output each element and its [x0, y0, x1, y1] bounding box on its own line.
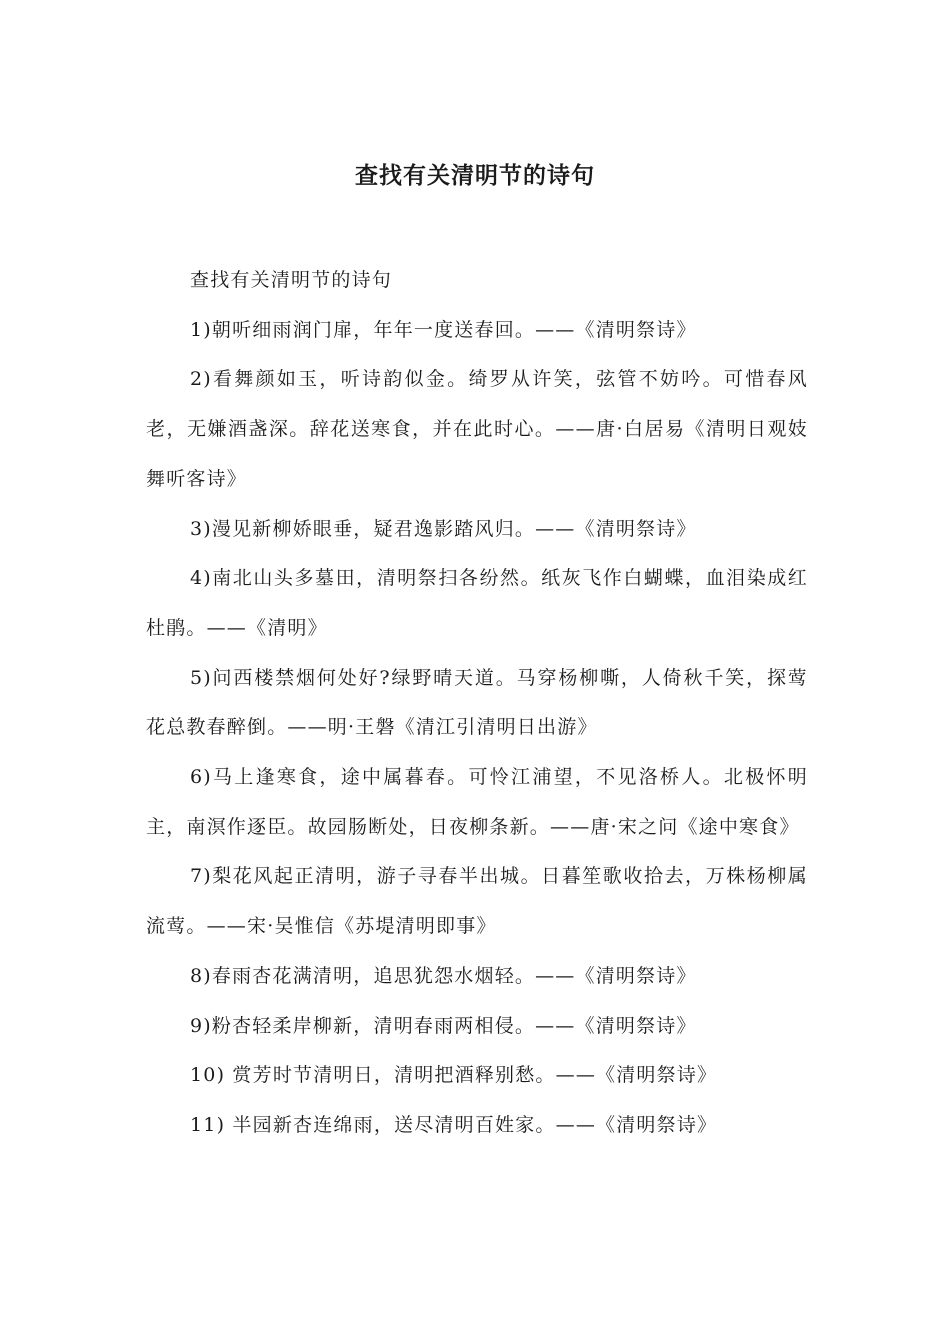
paragraph-heading: 查找有关清明节的诗句 [190, 269, 393, 291]
poem-line-10: 10) 赏芳时节清明日，清明把酒释别愁。——《清明祭诗》 [190, 1064, 718, 1087]
poem-line-6: 6)马上逢寒食，途中属暮春。可怜江浦望，不见洛桥人。北极怀明主，南溟作逐臣。故园肠断处，日夜柳条新。——唐·宋之问《途中寒食》 [146, 766, 808, 838]
poem-line-11: 11) 半园新杏连绵雨，送尽清明百姓家。——《清明祭诗》 [190, 1113, 718, 1136]
document-body [146, 256, 808, 1151]
poem-line-2: 2)看舞颜如玉，听诗韵似金。绮罗从许笑，弦管不妨吟。可惜春风老，无嫌酒盏深。辞花送寒食，并在此时心。——唐·白居易《清明日观妓舞听客诗》 [146, 368, 808, 490]
poem-line-8: 8)春雨杏花满清明，追思犹怨水烟轻。——《清明祭诗》 [190, 964, 697, 987]
poem-line-1: 1)朝听细雨润门扉，年年一度送春回。——《清明祭诗》 [190, 318, 697, 341]
poem-line-4: 4)南北山头多墓田，清明祭扫各纷然。纸灰飞作白蝴蝶，血泪染成红杜鹃。——《清明》 [146, 567, 808, 639]
poem-line-9: 9)粉杏轻柔岸柳新，清明春雨两相侵。——《清明祭诗》 [190, 1014, 697, 1037]
poem-line-7: 7)梨花风起正清明，游子寻春半出城。日暮笙歌收拾去，万株杨柳属流莺。——宋·吴惟信《苏堤清明即事》 [146, 865, 808, 938]
poem-line-3: 3)漫见新柳娇眼垂，疑君逸影踏风归。——《清明祭诗》 [190, 517, 697, 540]
poem-line-5: 5)问西楼禁烟何处好?绿野晴天道。马穿杨柳嘶，人倚秋千笑，探莺花总教春醉倒。——明·王磐《清江引清明日出游》 [146, 666, 808, 739]
document-title: 查找有关清明节的诗句 [355, 163, 595, 189]
